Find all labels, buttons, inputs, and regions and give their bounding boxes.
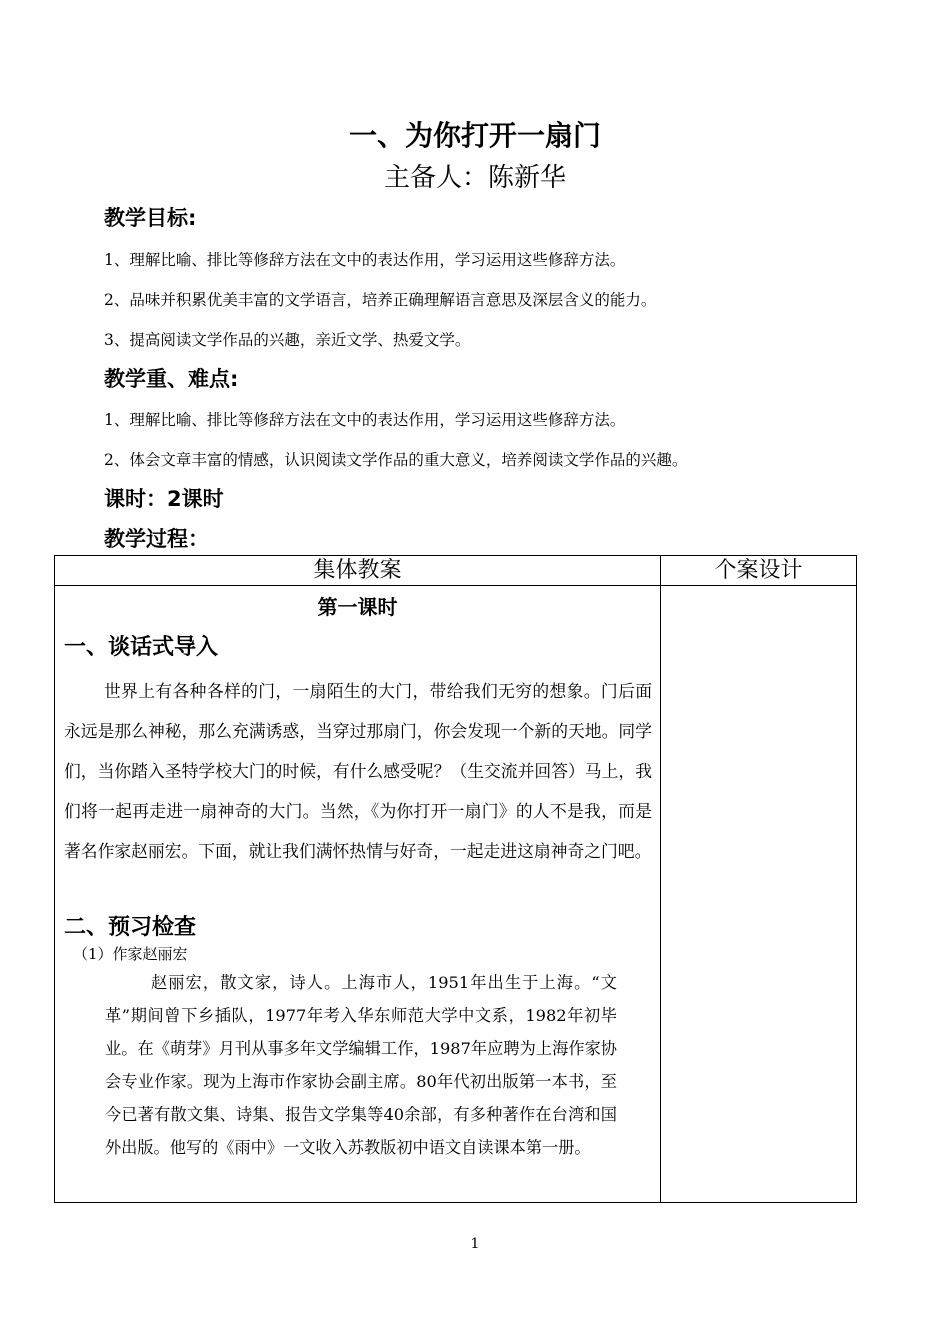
key-point-item: 1、理解比喻、排比等修辞方法在文中的表达作用，学习运用这些修辞方法。 — [104, 411, 626, 429]
objective-item: 1、理解比喻、排比等修辞方法在文中的表达作用，学习运用这些修辞方法。 — [104, 251, 626, 269]
process-heading: 教学过程： — [104, 527, 209, 551]
column-divider — [660, 556, 661, 1202]
page-title: 一、为你打开一扇门 — [348, 119, 601, 152]
section-intro-text: 世界上有各种各样的门，一扇陌生的大门，带给我们无穷的想象。门后面永远是那么神秘，那么充满诱惑，当穿过那扇门，你会发现一个新的天地。同学们，当你踏入圣特学校大门的时候，有什么感受呢？（生交流并回答）马上，我们将一起再走进一扇神奇的大门。当然，《为你打开一扇门》的人不是我，而是著名作家赵丽宏。下面，就让我们满怀热情与好奇，一起走进这扇神奇之门吧。 — [64, 681, 652, 861]
key-point-item: 2、体会文章丰富的情感，认识阅读文学作品的重大意义，培养阅读文学作品的兴趣。 — [104, 451, 688, 469]
page-number: 1 — [470, 1236, 480, 1252]
key-points-heading: 教学重、难点: — [104, 367, 239, 391]
hours-heading: 课时：2课时 — [104, 487, 224, 511]
objective-item: 3、提高阅读文学作品的兴趣，亲近文学、热爱文学。 — [104, 331, 471, 349]
author-line: 主备人：陈新华 — [383, 163, 566, 193]
objective-item: 2、品味并积累优美丰富的文学语言，培养正确理解语言意思及深层含义的能力。 — [104, 291, 657, 309]
section-preview-title: 二、预习检查 — [64, 915, 197, 940]
author-bio-text: 赵丽宏，散文家，诗人。上海市人，1951年出生于上海。“文革”期间曾下乡插队，1977年考入华东师范大学中文系，1982年初毕业。在《萌芽》月刊从事多年文学编辑工作，1987年应聘为上海作家协会专业作家。现为上海市作家协会副主席。80年代初出版第一本书，至今已著有散文集、诗集、报告文学集等40余部，有多种著作在台湾和国外出版。他写的《雨中》一文收入苏教版初中语文自读课本第一册。 — [105, 973, 617, 1157]
header-individual-design: 个案设计 — [714, 558, 803, 583]
objectives-heading: 教学目标: — [104, 206, 197, 230]
lesson-title: 第一课时 — [317, 595, 398, 619]
section-intro-title: 一、谈话式导入 — [64, 635, 219, 660]
header-collective-plan: 集体教案 — [313, 558, 402, 583]
author-subheading: （1）作家赵丽宏 — [73, 945, 188, 963]
header-row-divider — [55, 585, 856, 586]
lesson-plan-table — [54, 555, 857, 1203]
